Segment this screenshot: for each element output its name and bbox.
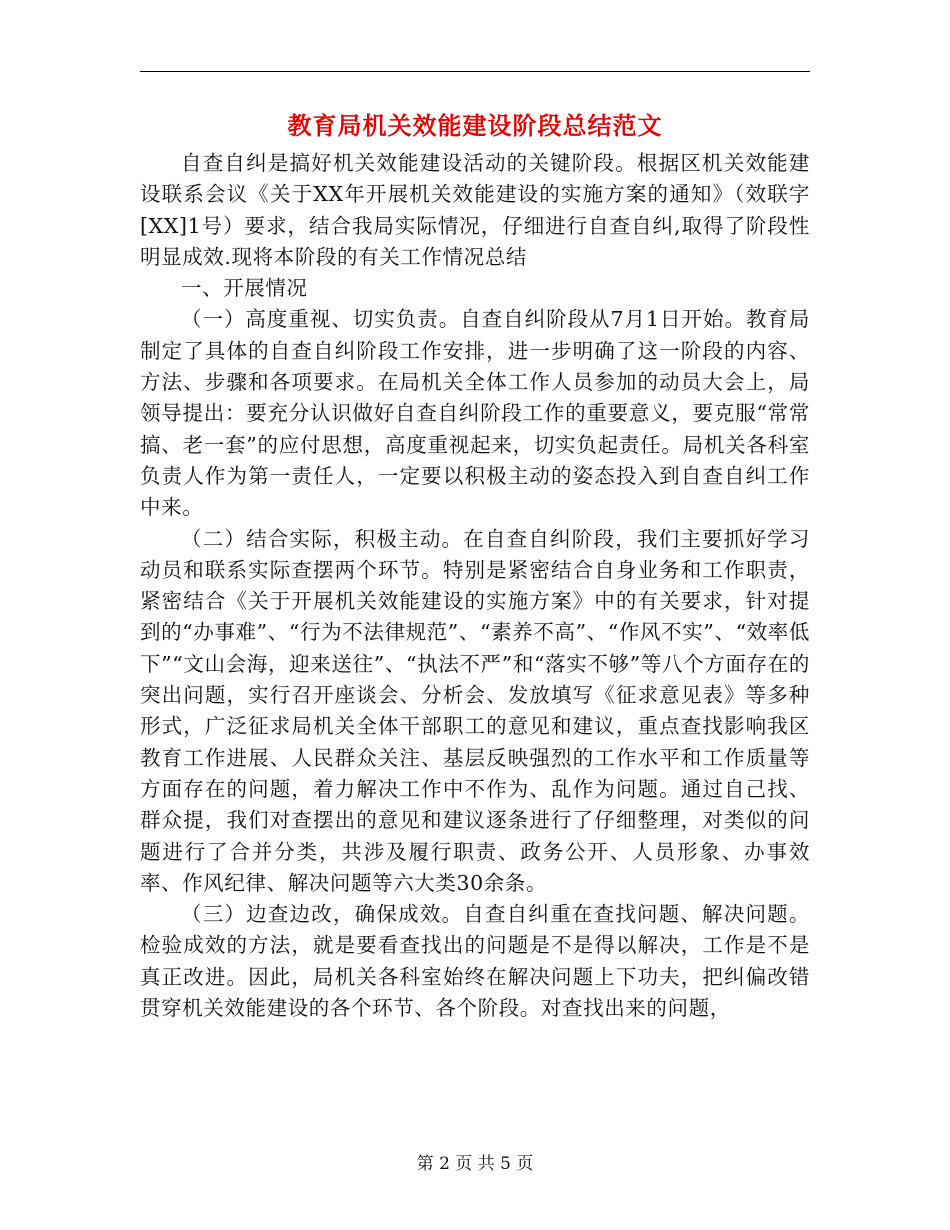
header-rule — [140, 71, 810, 72]
document-body — [140, 148, 810, 1024]
document-title: 教育局机关效能建设阶段总结范文 — [287, 111, 663, 140]
section-heading: 一、开展情况 — [181, 276, 308, 301]
page-number-footer: 第 2 页 共 5 页 — [416, 1154, 534, 1174]
paragraph-intro: 自查自纠是搞好机关效能建设活动的关键阶段。根据区机关效能建设联系会议《关于XX年开展机关效能建设的实施方案的通知》（效联字[XX]1号）要求，结合我局实际情况，仔细进行自查自纠,取得了阶段性明显成效.现将本阶段的有关工作情况总结 — [140, 151, 810, 269]
paragraph-item-1: （一）高度重视、切实负责。自查自纠阶段从7月1日开始。教育局制定了具体的自查自纠阶段工作安排，进一步明确了这一阶段的内容、方法、步骤和各项要求。在局机关全体工作人员参加的动员大会上，局领导提出：要充分认识做好自查自纠阶段工作的重要意义，要克服“常常搞、老一套”的应付思想，高度重视起来，切实负起责任。局机关各科室负责人作为第一责任人，一定要以积极主动的姿态投入到自查自纠工作中来。 — [140, 307, 810, 520]
paragraph-item-2: （二）结合实际，积极主动。在自查自纠阶段，我们主要抓好学习动员和联系实际查摆两个环节。特别是紧密结合自身业务和工作职责，紧密结合《关于开展机关效能建设的实施方案》中的有关要求，针对提到的“办事难”、“行为不法律规范”、“素养不高”、“作风不实”、“效率低下”“文山会海，迎来送往”、“执法不严”和“落实不够”等八个方面存在的突出问题，实行召开座谈会、分析会、发放填写《征求意见表》等多种形式，广泛征求局机关全体干部职工的意见和建议，重点查找影响我区教育工作进展、人民群众关注、基层反映强烈的工作水平和工作质量等方面存在的问题，着力解决工作中不作为、乱作为问题。通过自己找、群众提，我们对查摆出的意见和建议逐条进行了仔细整理，对类似的问题进行了合并分类，共涉及履行职责、政务公开、人员形象、办事效率、作风纪律、解决问题等六大类30余条。 — [140, 526, 810, 895]
paragraph-item-3: （三）边查边改，确保成效。自查自纠重在查找问题、解决问题。检验成效的方法，就是要看查找出的问题是不是得以解决，工作是不是真正改进。因此，局机关各科室始终在解决问题上下功夫，把纠偏改错贯穿机关效能建设的各个环节、各个阶段。对查找出来的问题， — [140, 902, 810, 1021]
